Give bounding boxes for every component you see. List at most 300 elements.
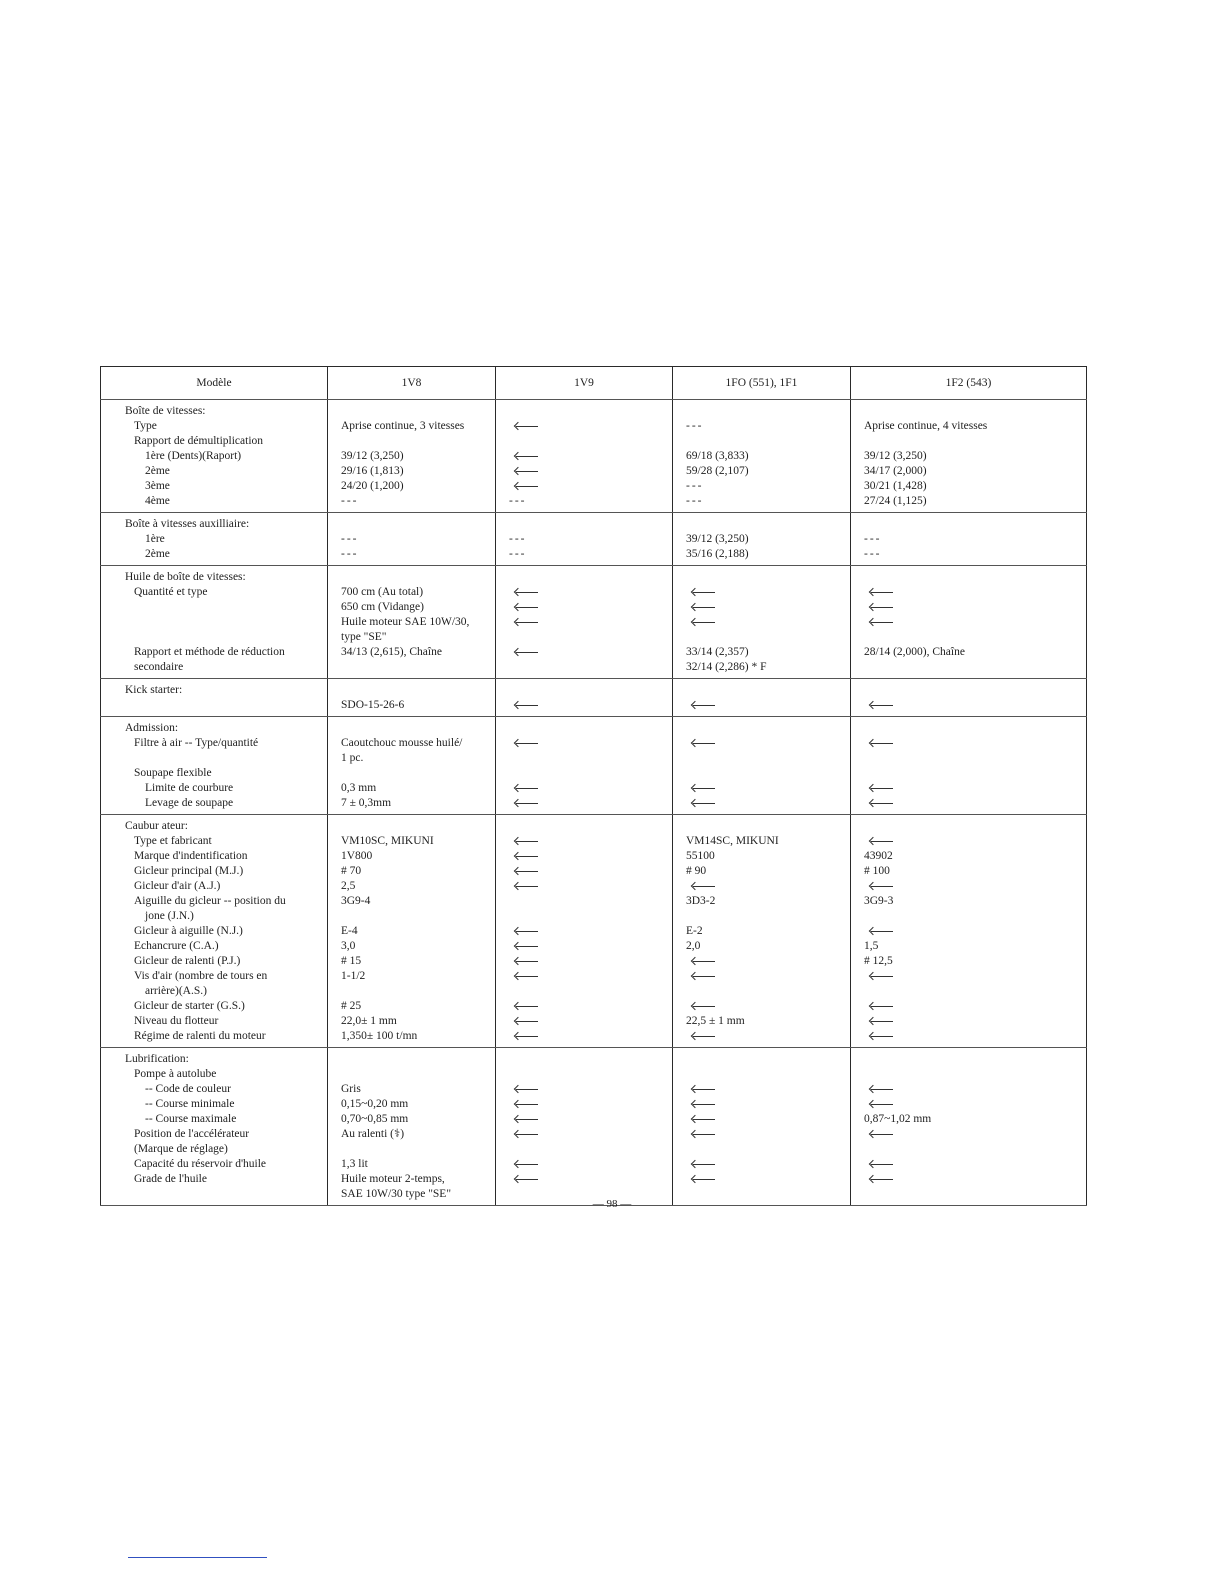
same-as-left-arrow-icon: [496, 1127, 672, 1142]
left-arrow-icon: [869, 924, 893, 939]
left-arrow-icon: [869, 1082, 893, 1097]
empty-line: [496, 660, 672, 675]
empty-line: [673, 1052, 850, 1067]
same-as-left-arrow-icon: [496, 585, 672, 600]
same-as-left-arrow-icon: [673, 1029, 850, 1044]
not-applicable-dash: ---: [341, 533, 359, 545]
empty-line: [328, 984, 495, 999]
column-3-values: [673, 717, 851, 815]
spec-value: 24/20 (1,200): [341, 480, 404, 492]
spec-value: Huile moteur SAE 10W/30,: [341, 616, 470, 628]
row-label: Rapport et méthode de réduction: [134, 646, 285, 658]
column-3-values: [673, 679, 851, 717]
spec-value: Gris: [341, 1083, 361, 1095]
empty-line: [673, 766, 850, 781]
row-label: [101, 630, 327, 645]
same-as-left-arrow-icon: [496, 449, 672, 464]
section-aux: [101, 513, 1087, 566]
left-arrow-icon: [869, 615, 893, 630]
same-as-left-arrow-icon: [673, 1082, 850, 1097]
empty-line: [328, 1142, 495, 1157]
left-arrow-icon: [514, 1127, 538, 1142]
spec-value: 39/12 (3,250): [864, 450, 927, 462]
left-arrow-icon: [514, 698, 538, 713]
spec-value: 2,5: [341, 880, 356, 892]
section-labels: [101, 1048, 328, 1206]
left-arrow-icon: [514, 1082, 538, 1097]
section-labels: [101, 566, 328, 679]
row-label: Admission:: [125, 722, 179, 734]
empty-line: [851, 721, 1086, 736]
row-label: Filtre à air -- Type/quantité: [134, 737, 259, 749]
same-as-left-arrow-icon: [851, 969, 1086, 984]
spec-value: 27/24 (1,125): [864, 495, 927, 507]
column-3-values: [673, 400, 851, 513]
left-arrow-icon: [514, 464, 538, 479]
empty-line: [328, 434, 495, 449]
spec-value: 22,5 ± 1 mm: [686, 1015, 745, 1027]
column-4-values: [851, 566, 1087, 679]
row-label: [101, 698, 327, 713]
empty-line: [673, 909, 850, 924]
left-arrow-icon: [514, 969, 538, 984]
empty-line: [496, 570, 672, 585]
row-label: Rapport de démultiplication: [134, 435, 264, 447]
section-labels: [101, 815, 328, 1048]
section-labels: [101, 679, 328, 717]
row-label: Caubur ateur:: [125, 820, 188, 832]
spec-value: 0,87~1,02 mm: [864, 1113, 932, 1125]
same-as-left-arrow-icon: [496, 645, 672, 660]
footnote-rule: [128, 1557, 267, 1558]
section-labels: [101, 400, 328, 513]
empty-line: [673, 517, 850, 532]
empty-line: [496, 721, 672, 736]
row-label: Marque d'indentification: [134, 850, 248, 862]
row-label: 4ème: [145, 495, 170, 507]
empty-line: [328, 819, 495, 834]
spec-value: 650 cm (Vidange): [341, 601, 424, 613]
left-arrow-icon: [514, 939, 538, 954]
same-as-left-arrow-icon: [673, 1097, 850, 1112]
left-arrow-icon: [691, 585, 715, 600]
same-as-left-arrow-icon: [496, 1014, 672, 1029]
not-applicable-dash: ---: [686, 420, 704, 432]
empty-line: [496, 630, 672, 645]
empty-line: [496, 819, 672, 834]
column-4-values: [851, 679, 1087, 717]
row-label: Kick starter:: [125, 684, 183, 696]
same-as-left-arrow-icon: [851, 999, 1086, 1014]
same-as-left-arrow-icon: [673, 1172, 850, 1187]
empty-line: [496, 751, 672, 766]
row-label: [101, 751, 327, 766]
left-arrow-icon: [869, 781, 893, 796]
same-as-left-arrow-icon: [496, 1157, 672, 1172]
not-applicable-dash: ---: [686, 495, 704, 507]
empty-line: [328, 721, 495, 736]
same-as-left-arrow-icon: [851, 615, 1086, 630]
row-label: 1ère: [145, 533, 165, 545]
spec-body: [101, 400, 1087, 1206]
spec-value: Caoutchouc mousse huilé/: [341, 737, 463, 749]
left-arrow-icon: [514, 864, 538, 879]
spec-value: # 70: [341, 865, 362, 877]
left-arrow-icon: [691, 879, 715, 894]
empty-line: [496, 1142, 672, 1157]
same-as-left-arrow-icon: [496, 864, 672, 879]
row-label: secondaire: [134, 661, 184, 673]
row-label: Boîte de vitesses:: [125, 405, 206, 417]
left-arrow-icon: [691, 1097, 715, 1112]
left-arrow-icon: [691, 1112, 715, 1127]
empty-line: [328, 517, 495, 532]
same-as-left-arrow-icon: [851, 736, 1086, 751]
same-as-left-arrow-icon: [673, 585, 850, 600]
spec-value: Au ralenti (⚕): [341, 1128, 405, 1140]
row-label: 2ème: [145, 548, 170, 560]
left-arrow-icon: [691, 1127, 715, 1142]
empty-line: [851, 517, 1086, 532]
row-label: Type et fabricant: [134, 835, 212, 847]
column-2-values: [496, 513, 673, 566]
same-as-left-arrow-icon: [851, 834, 1086, 849]
same-as-left-arrow-icon: [496, 464, 672, 479]
column-4-values: [851, 815, 1087, 1048]
same-as-left-arrow-icon: [851, 1097, 1086, 1112]
same-as-left-arrow-icon: [496, 939, 672, 954]
spec-sheet: [100, 366, 1086, 1206]
spec-value: 1V800: [341, 850, 373, 862]
column-4-values: [851, 717, 1087, 815]
same-as-left-arrow-icon: [673, 736, 850, 751]
left-arrow-icon: [514, 849, 538, 864]
spec-value: 1,3 lit: [341, 1158, 368, 1170]
not-applicable-dash: ---: [686, 480, 704, 492]
spec-value: 35/16 (2,188): [686, 548, 749, 560]
empty-line: [328, 570, 495, 585]
left-arrow-icon: [514, 736, 538, 751]
spec-value: VM14SC, MIKUNI: [686, 835, 779, 847]
row-label: Gicleur d'air (A.J.): [134, 880, 221, 892]
left-arrow-icon: [869, 698, 893, 713]
spec-value: Huile moteur 2-temps,: [341, 1173, 445, 1185]
same-as-left-arrow-icon: [496, 999, 672, 1014]
spec-value: Aprise continue, 4 vitesses: [864, 420, 988, 432]
row-label: -- Course minimale: [145, 1098, 235, 1110]
same-as-left-arrow-icon: [673, 600, 850, 615]
row-label: jone (J.N.): [145, 910, 194, 922]
header-1v9: 1V9: [496, 367, 673, 400]
same-as-left-arrow-icon: [496, 1172, 672, 1187]
empty-line: [496, 984, 672, 999]
same-as-left-arrow-icon: [496, 1082, 672, 1097]
empty-line: [673, 984, 850, 999]
column-4-values: [851, 1048, 1087, 1206]
left-arrow-icon: [514, 954, 538, 969]
left-arrow-icon: [691, 736, 715, 751]
row-label: [101, 615, 327, 630]
empty-line: [328, 909, 495, 924]
row-label: Capacité du réservoir d'huile: [134, 1158, 267, 1170]
same-as-left-arrow-icon: [496, 615, 672, 630]
empty-line: [673, 751, 850, 766]
empty-line: [673, 1067, 850, 1082]
row-label: Grade de l'huile: [134, 1173, 207, 1185]
column-3-values: [673, 513, 851, 566]
spec-value: 28/14 (2,000), Chaîne: [864, 646, 965, 658]
empty-line: [496, 517, 672, 532]
column-1-values: [328, 513, 496, 566]
empty-line: [851, 1142, 1086, 1157]
row-label: 1ère (Dents)(Raport): [145, 450, 242, 462]
column-4-values: [851, 513, 1087, 566]
empty-line: [328, 766, 495, 781]
row-label: Régime de ralenti du moteur: [134, 1030, 266, 1042]
same-as-left-arrow-icon: [496, 736, 672, 751]
left-arrow-icon: [691, 781, 715, 796]
spec-value: 34/13 (2,615), Chaîne: [341, 646, 442, 658]
left-arrow-icon: [514, 479, 538, 494]
page-number: — 98 —: [592, 1198, 632, 1210]
spec-value: 69/18 (3,833): [686, 450, 749, 462]
spec-value: 22,0± 1 mm: [341, 1015, 397, 1027]
spec-value: 39/12 (3,250): [686, 533, 749, 545]
same-as-left-arrow-icon: [851, 796, 1086, 811]
same-as-left-arrow-icon: [851, 1014, 1086, 1029]
same-as-left-arrow-icon: [496, 479, 672, 494]
spec-value: 32/14 (2,286) * F: [686, 661, 767, 673]
section-carb: [101, 815, 1087, 1048]
spec-value: 0,70~0,85 mm: [341, 1113, 409, 1125]
empty-line: [496, 894, 672, 909]
section-labels: [101, 717, 328, 815]
row-label: Levage de soupape: [145, 797, 234, 809]
spec-value: 59/28 (2,107): [686, 465, 749, 477]
left-arrow-icon: [691, 1172, 715, 1187]
same-as-left-arrow-icon: [851, 1157, 1086, 1172]
spec-value: 3,0: [341, 940, 356, 952]
empty-line: [328, 1052, 495, 1067]
left-arrow-icon: [691, 954, 715, 969]
same-as-left-arrow-icon: [496, 879, 672, 894]
left-arrow-icon: [514, 1014, 538, 1029]
same-as-left-arrow-icon: [496, 849, 672, 864]
left-arrow-icon: [514, 834, 538, 849]
same-as-left-arrow-icon: [496, 969, 672, 984]
row-label: Limite de courbure: [145, 782, 234, 794]
empty-line: [851, 909, 1086, 924]
not-applicable-dash: ---: [509, 548, 527, 560]
spec-value: 34/17 (2,000): [864, 465, 927, 477]
empty-line: [851, 1052, 1086, 1067]
empty-line: [673, 570, 850, 585]
header-1f2: 1F2 (543): [851, 367, 1087, 400]
left-arrow-icon: [691, 1029, 715, 1044]
not-applicable-dash: ---: [509, 533, 527, 545]
left-arrow-icon: [514, 796, 538, 811]
spec-value: 7 ± 0,3mm: [341, 797, 392, 809]
empty-line: [673, 630, 850, 645]
empty-line: [851, 630, 1086, 645]
not-applicable-dash: ---: [341, 548, 359, 560]
left-arrow-icon: [869, 1029, 893, 1044]
spec-value: 39/12 (3,250): [341, 450, 404, 462]
column-3-values: [673, 815, 851, 1048]
column-3-values: [673, 566, 851, 679]
spec-value: # 12,5: [864, 955, 893, 967]
spec-value: SAE 10W/30 type "SE": [341, 1188, 452, 1200]
column-1-values: [328, 1048, 496, 1206]
same-as-left-arrow-icon: [851, 924, 1086, 939]
same-as-left-arrow-icon: [851, 600, 1086, 615]
left-arrow-icon: [869, 1127, 893, 1142]
section-labels: [101, 513, 328, 566]
empty-line: [496, 766, 672, 781]
header-model: Modèle: [101, 367, 328, 400]
column-2-values: [496, 400, 673, 513]
not-applicable-dash: ---: [864, 548, 882, 560]
column-2-values: [496, 815, 673, 1048]
row-label: Niveau du flotteur: [134, 1015, 219, 1027]
left-arrow-icon: [869, 1014, 893, 1029]
same-as-left-arrow-icon: [673, 781, 850, 796]
empty-line: [496, 1052, 672, 1067]
left-arrow-icon: [514, 585, 538, 600]
row-label: (Marque de réglage): [134, 1143, 228, 1155]
column-1-values: [328, 679, 496, 717]
empty-line: [496, 683, 672, 698]
column-2-values: [496, 1048, 673, 1206]
row-label: Lubrification:: [125, 1053, 189, 1065]
same-as-left-arrow-icon: [673, 796, 850, 811]
same-as-left-arrow-icon: [496, 781, 672, 796]
left-arrow-icon: [691, 600, 715, 615]
same-as-left-arrow-icon: [673, 1157, 850, 1172]
left-arrow-icon: [514, 419, 538, 434]
spec-value: 29/16 (1,813): [341, 465, 404, 477]
same-as-left-arrow-icon: [673, 1127, 850, 1142]
left-arrow-icon: [869, 1097, 893, 1112]
row-label: Position de l'accélérateur: [134, 1128, 250, 1140]
empty-line: [328, 404, 495, 419]
same-as-left-arrow-icon: [851, 781, 1086, 796]
empty-line: [496, 909, 672, 924]
same-as-left-arrow-icon: [673, 615, 850, 630]
same-as-left-arrow-icon: [673, 879, 850, 894]
empty-line: [851, 570, 1086, 585]
left-arrow-icon: [691, 999, 715, 1014]
row-label: Gicleur de starter (G.S.): [134, 1000, 245, 1012]
spec-value: 55100: [686, 850, 715, 862]
left-arrow-icon: [691, 698, 715, 713]
same-as-left-arrow-icon: [851, 1127, 1086, 1142]
header-1fo-1f1: 1FO (551), 1F1: [673, 367, 851, 400]
spec-value: 43902: [864, 850, 893, 862]
same-as-left-arrow-icon: [851, 879, 1086, 894]
same-as-left-arrow-icon: [851, 698, 1086, 713]
left-arrow-icon: [514, 781, 538, 796]
spec-value: 3G9-4: [341, 895, 371, 907]
same-as-left-arrow-icon: [851, 1029, 1086, 1044]
column-3-values: [673, 1048, 851, 1206]
spec-value: 3D3-2: [686, 895, 716, 907]
left-arrow-icon: [869, 879, 893, 894]
spec-value: # 100: [864, 865, 890, 877]
spec-value: E-2: [686, 925, 703, 937]
same-as-left-arrow-icon: [673, 954, 850, 969]
spec-value: 30/21 (1,428): [864, 480, 927, 492]
not-applicable-dash: ---: [341, 495, 359, 507]
left-arrow-icon: [514, 1029, 538, 1044]
left-arrow-icon: [691, 1157, 715, 1172]
left-arrow-icon: [514, 449, 538, 464]
column-1-values: [328, 815, 496, 1048]
spec-value: 0,15~0,20 mm: [341, 1098, 409, 1110]
row-label: Gicleur de ralenti (P.J.): [134, 955, 241, 967]
same-as-left-arrow-icon: [496, 600, 672, 615]
column-2-values: [496, 717, 673, 815]
row-label: Boîte à vitesses auxilliaire:: [125, 518, 250, 530]
same-as-left-arrow-icon: [496, 924, 672, 939]
empty-line: [496, 1067, 672, 1082]
same-as-left-arrow-icon: [496, 1097, 672, 1112]
row-label: 2ème: [145, 465, 170, 477]
same-as-left-arrow-icon: [496, 954, 672, 969]
row-label: 3ème: [145, 480, 170, 492]
same-as-left-arrow-icon: [851, 1082, 1086, 1097]
left-arrow-icon: [691, 969, 715, 984]
row-label: Type: [134, 420, 157, 432]
spec-value: E-4: [341, 925, 358, 937]
same-as-left-arrow-icon: [496, 1112, 672, 1127]
header-row: [101, 367, 1087, 400]
left-arrow-icon: [514, 645, 538, 660]
empty-line: [851, 683, 1086, 698]
left-arrow-icon: [514, 600, 538, 615]
same-as-left-arrow-icon: [673, 1112, 850, 1127]
left-arrow-icon: [869, 834, 893, 849]
row-label: arrière)(A.S.): [145, 985, 207, 997]
left-arrow-icon: [514, 879, 538, 894]
left-arrow-icon: [691, 796, 715, 811]
section-intake: [101, 717, 1087, 815]
empty-line: [328, 660, 495, 675]
row-label: -- Course maximale: [145, 1113, 237, 1125]
left-arrow-icon: [691, 1082, 715, 1097]
spec-value: # 15: [341, 955, 362, 967]
empty-line: [851, 404, 1086, 419]
same-as-left-arrow-icon: [851, 1172, 1086, 1187]
row-label: Gicleur à aiguille (N.J.): [134, 925, 243, 937]
row-label: [101, 600, 327, 615]
spec-value: 1,5: [864, 940, 879, 952]
left-arrow-icon: [514, 999, 538, 1014]
left-arrow-icon: [514, 1157, 538, 1172]
left-arrow-icon: [869, 736, 893, 751]
spec-value: 1 pc.: [341, 752, 364, 764]
empty-line: [851, 984, 1086, 999]
section-lube: [101, 1048, 1087, 1206]
empty-line: [673, 819, 850, 834]
column-4-values: [851, 400, 1087, 513]
empty-line: [328, 683, 495, 698]
same-as-left-arrow-icon: [673, 999, 850, 1014]
empty-line: [328, 1067, 495, 1082]
spec-value: 0,3 mm: [341, 782, 377, 794]
empty-line: [851, 660, 1086, 675]
left-arrow-icon: [869, 1157, 893, 1172]
